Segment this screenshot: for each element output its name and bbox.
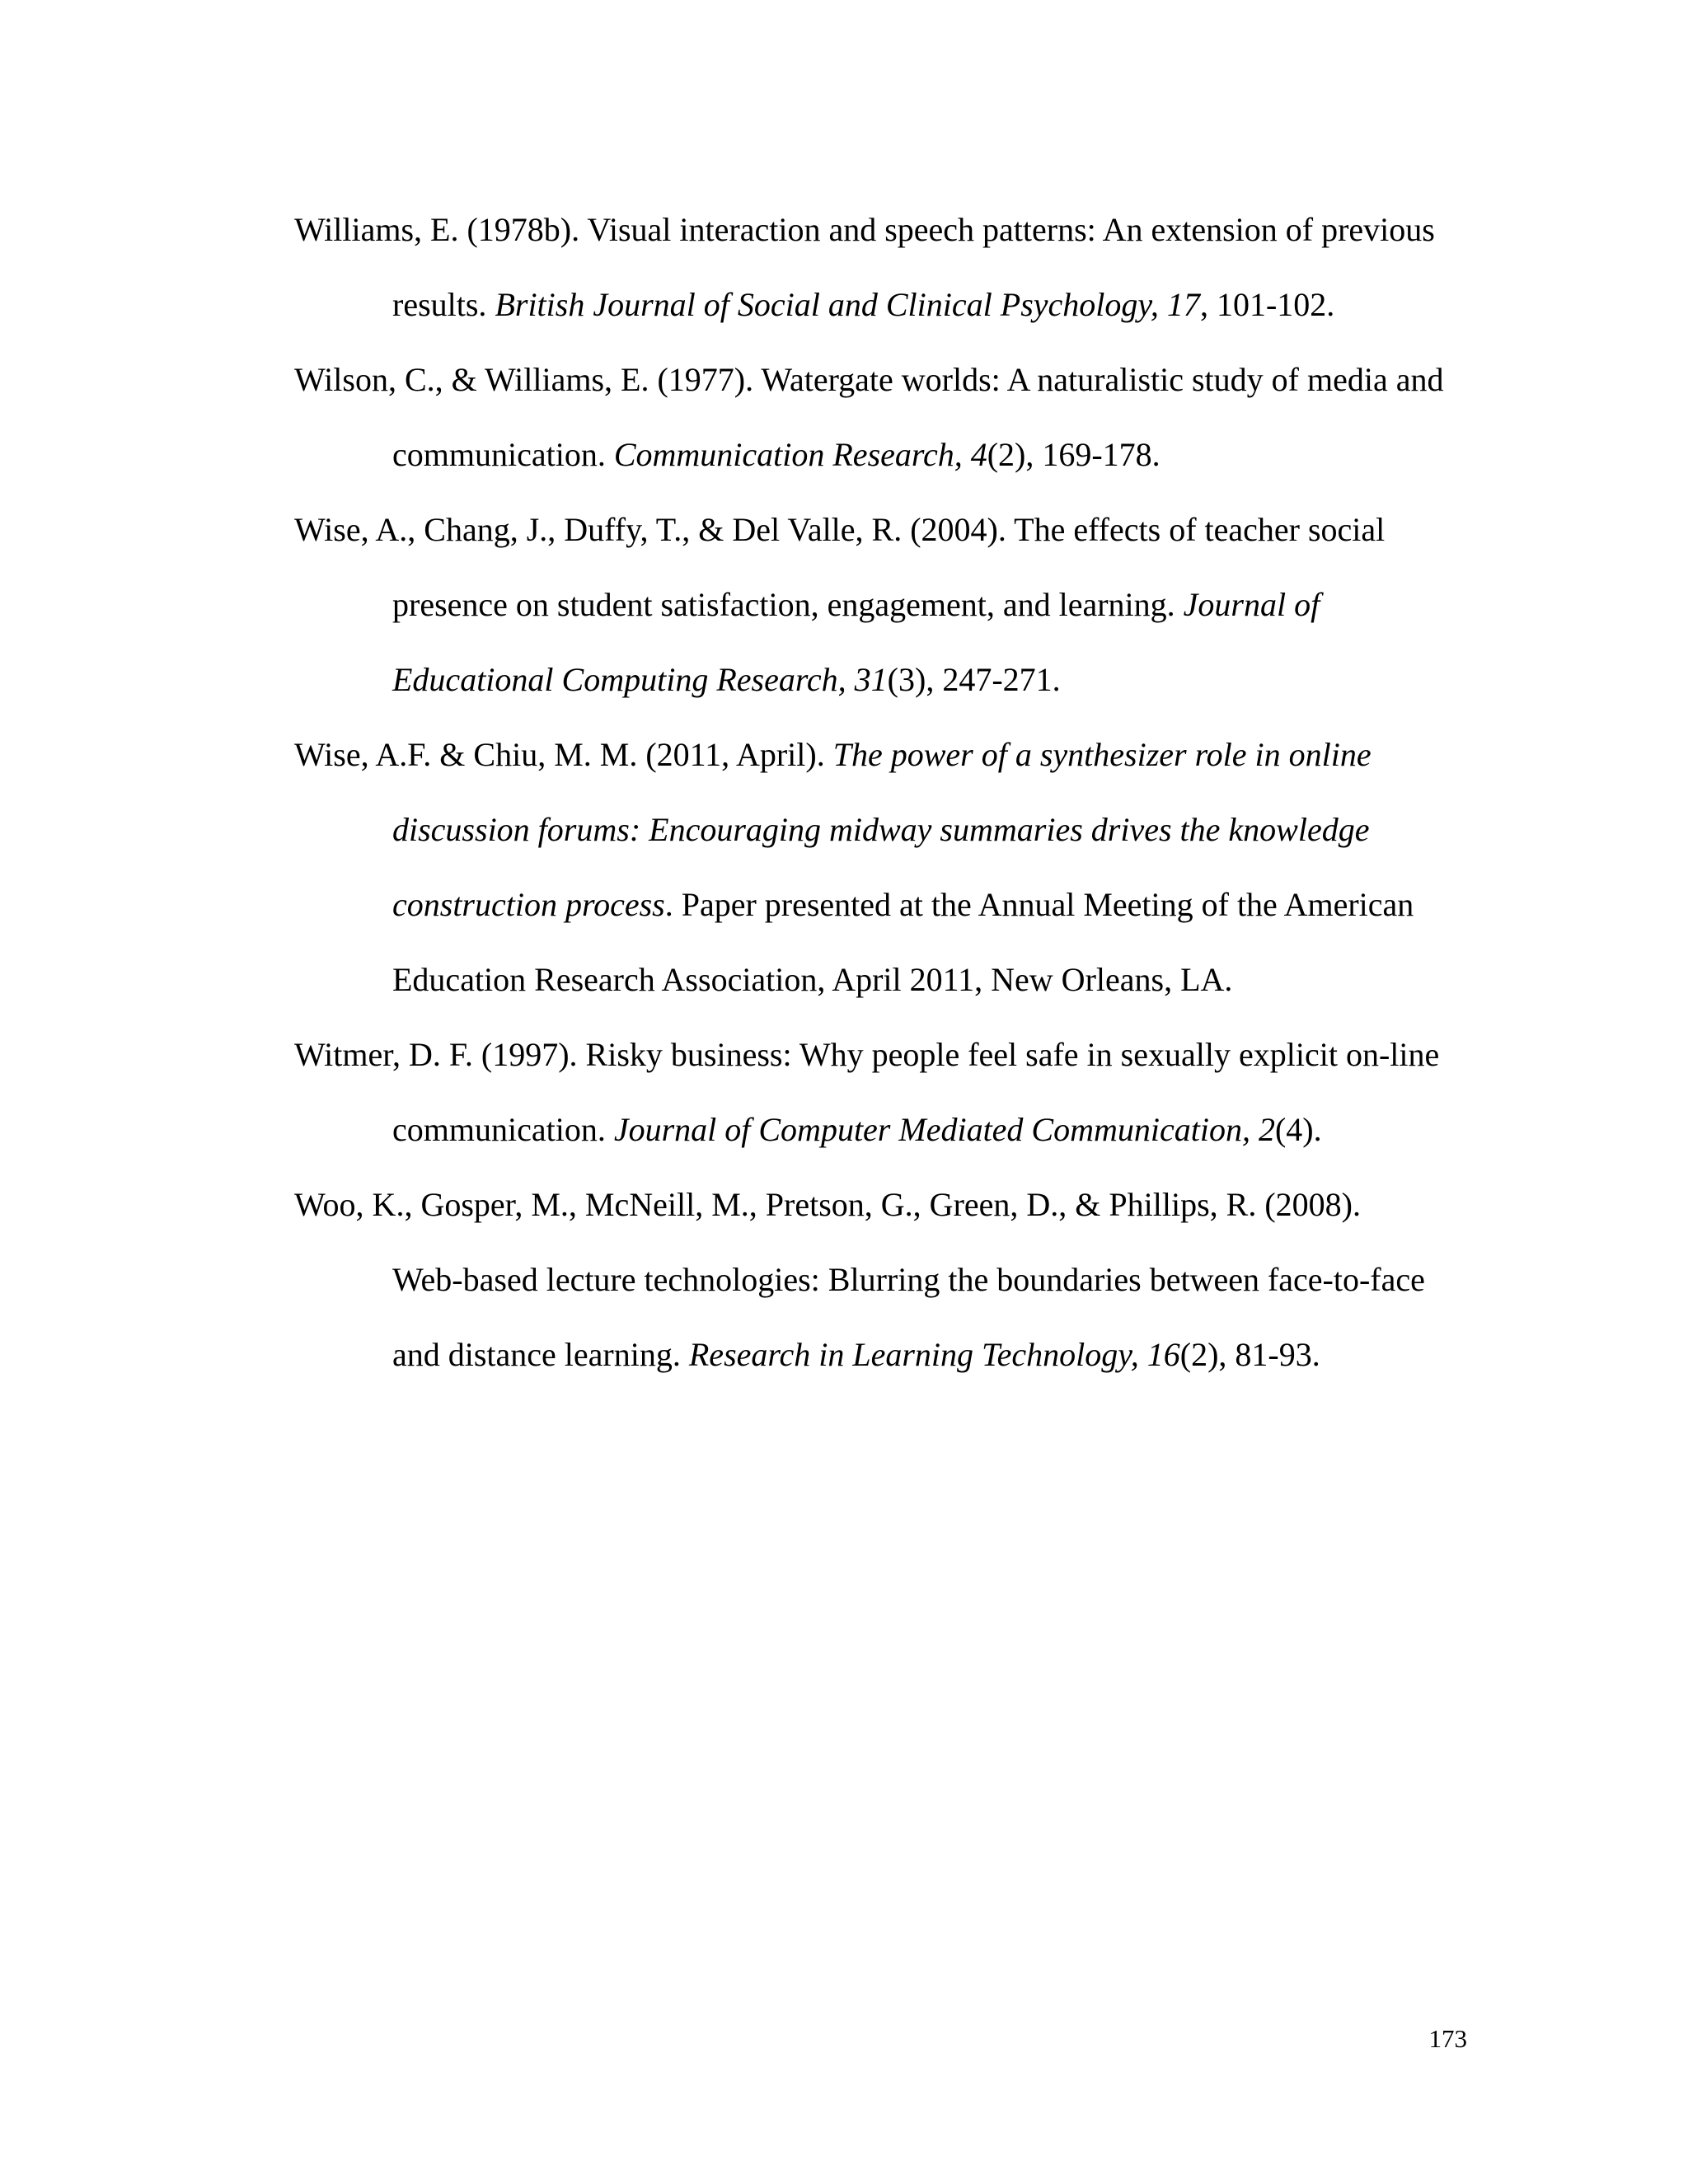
reference-line	[294, 192, 1448, 267]
reference-line	[294, 717, 1448, 792]
reference-text: (4).	[1274, 1111, 1322, 1148]
reference-text: Wise, A., Chang, J., Duffy, T., & Del Valle, R. (2004). The effects of teacher social	[294, 511, 1386, 548]
reference-line	[392, 1242, 1448, 1317]
reference-line	[294, 492, 1448, 567]
reference-line	[392, 942, 1448, 1017]
reference-line	[392, 417, 1448, 492]
reference-italic-text: Educational Computing Research, 31	[392, 661, 888, 698]
reference-line	[294, 1167, 1448, 1242]
reference-entry	[294, 492, 1448, 717]
page-number: 173	[1428, 2024, 1467, 2053]
reference-italic-text: Research in Learning Technology, 16	[688, 1336, 1180, 1373]
reference-entry	[294, 1017, 1448, 1167]
reference-entry	[294, 342, 1448, 492]
reference-entry	[294, 1167, 1448, 1392]
reference-text: (2), 81-93.	[1179, 1336, 1320, 1373]
reference-line	[392, 567, 1448, 642]
reference-italic-text: discussion forums: Encouraging midway summaries drives the knowledge	[392, 811, 1370, 848]
reference-entry	[294, 192, 1448, 342]
reference-italic-text: Journal of Computer Mediated Communication, 2	[613, 1111, 1275, 1148]
reference-line	[392, 867, 1448, 942]
reference-italic-text: The power of a synthesizer role in online	[832, 736, 1372, 773]
reference-text: results.	[392, 286, 495, 323]
reference-text: Woo, K., Gosper, M., McNeill, M., Pretson, G., Green, D., & Phillips, R. (2008).	[294, 1186, 1361, 1223]
reference-line	[392, 267, 1448, 342]
reference-list	[294, 192, 1448, 1392]
reference-italic-text: British Journal of Social and Clinical Psychology, 17	[495, 286, 1200, 323]
reference-line	[392, 1092, 1448, 1167]
reference-text: (2), 169-178.	[987, 436, 1160, 473]
reference-line	[392, 792, 1448, 867]
reference-italic-text: construction process	[392, 886, 665, 923]
reference-text: communication.	[392, 436, 614, 473]
reference-line	[294, 342, 1448, 417]
reference-text: and distance learning.	[392, 1336, 689, 1373]
reference-entry	[294, 717, 1448, 1017]
reference-text: Williams, E. (1978b). Visual interaction and speech patterns: An extension of previous	[294, 211, 1435, 248]
reference-text: Witmer, D. F. (1997). Risky business: Why people feel safe in sexually explicit on-line	[294, 1036, 1440, 1073]
reference-line	[392, 1317, 1448, 1392]
reference-text: Wise, A.F. & Chiu, M. M. (2011, April).	[294, 736, 833, 773]
reference-text: Web-based lecture technologies: Blurring the boundaries between face-to-face	[392, 1261, 1425, 1298]
reference-italic-text: Communication Research, 4	[613, 436, 987, 473]
reference-text: Education Research Association, April 2011, New Orleans, LA.	[392, 961, 1233, 998]
reference-text: , 101-102.	[1199, 286, 1335, 323]
reference-text: communication.	[392, 1111, 614, 1148]
reference-line	[392, 642, 1448, 717]
reference-line	[294, 1017, 1448, 1092]
reference-italic-text: Journal of	[1183, 586, 1320, 623]
reference-text: Wilson, C., & Williams, E. (1977). Watergate worlds: A naturalistic study of media and	[294, 361, 1444, 398]
reference-text: presence on student satisfaction, engagement, and learning.	[392, 586, 1184, 623]
reference-text: . Paper presented at the Annual Meeting of the American	[664, 886, 1414, 923]
reference-text: (3), 247-271.	[887, 661, 1061, 698]
